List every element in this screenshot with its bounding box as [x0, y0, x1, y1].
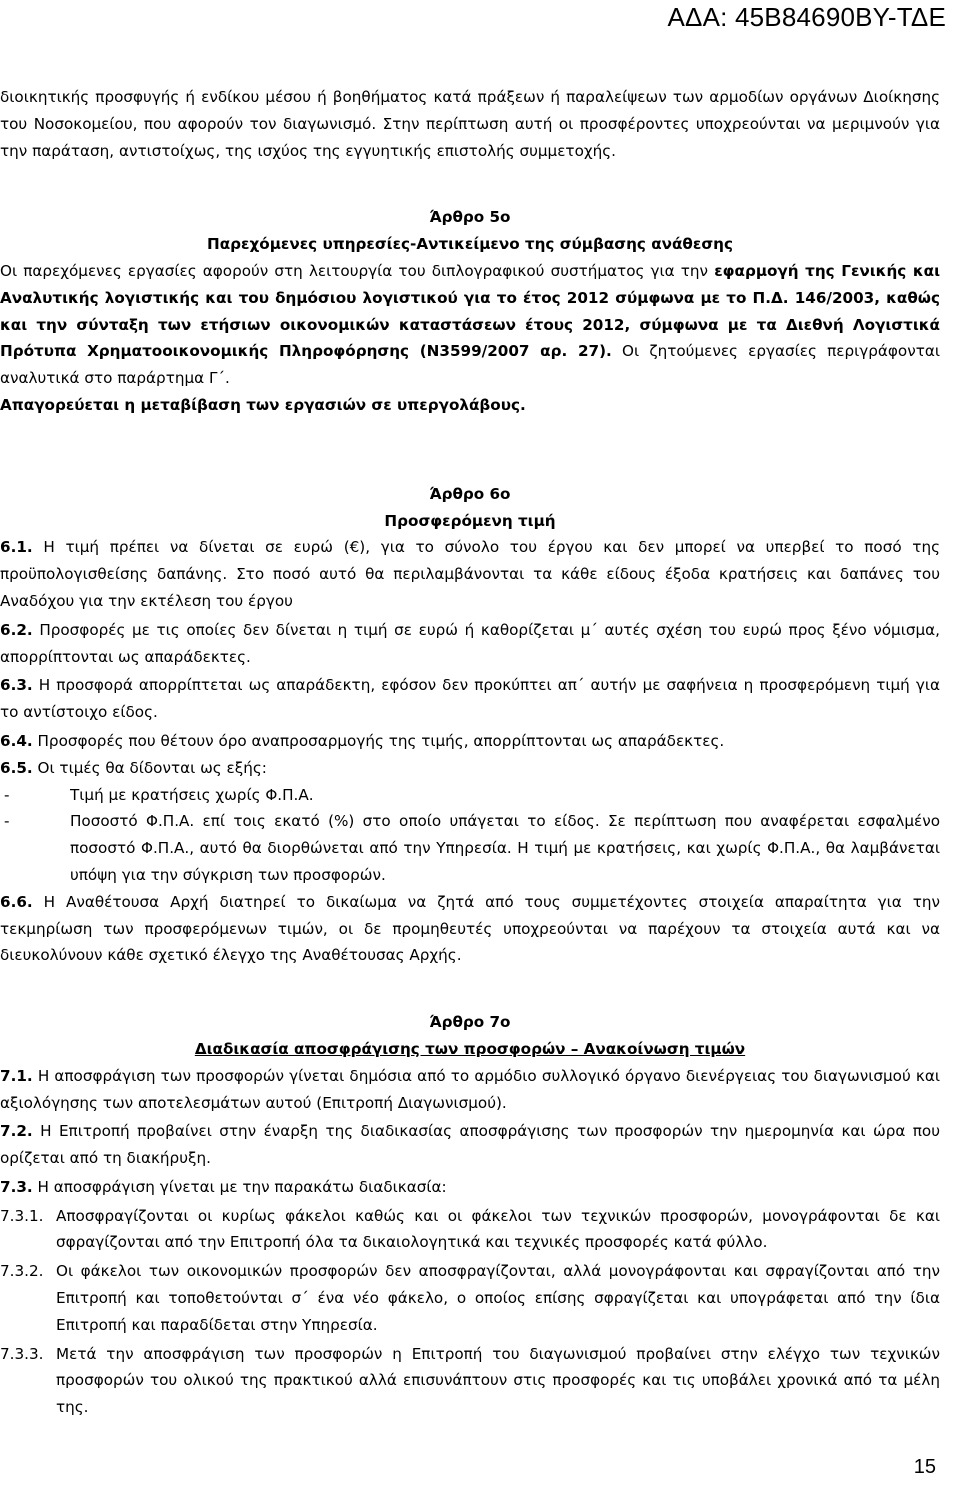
clause-text: Η Επιτροπή προβαίνει στην έναρξη της διαδικασίας αποσφράγισης των προσφορών την ημερομηνία και ώρα που ορίζεται από τη διακήρυξη. [0, 1122, 940, 1168]
clause-6-3 [0, 672, 940, 726]
clause-6-5 [0, 755, 940, 782]
clause-text: Προσφορές που θέτουν όρο αναπροσαρμογής της τιμής, απορρίπτονται ως απαράδεκτες. [32, 731, 725, 750]
clause-text: Η τιμή πρέπει να δίνεται σε ευρώ (€), για το σύνολο του έργου και δεν μπορεί να υπερβεί το ποσό της προϋπολογισθείσης δαπάνης. Στο ποσό αυτό θα περιλαμβάνονται τα κάθε είδους έξοδα κρατήσεις και δαπάνες του Αναδόχου για την εκτέλεση του έργου [0, 538, 940, 610]
clause-number: 6.1. [0, 538, 33, 557]
ada-code: ΑΔΑ: 45Β84690ΒΥ-ΤΔΕ [667, 2, 946, 32]
clause-6-2 [0, 617, 940, 671]
clause-7-3 [0, 1174, 940, 1201]
subclause-text: Οι φάκελοι των οικονομικών προσφορών δεν αποσφραγίζονται, αλλά μονογράφονται και σφραγίζονται από την Επιτροπή και τοποθετούνται σ΄ ένα νέο φάκελο, ο οποίος επίσης σφραγίζεται και υπογράφεται από την ίδια Επιτροπή και παραδίδεται στην Υπηρεσία. [56, 1262, 940, 1334]
intro-paragraph: διοικητικής προσφυγής ή ενδίκου μέσου ή βοηθήματος κατά πράξεων ή παραλείψεων των αρμοδίων οργάνων Διοίκησης του Νοσοκομείου, που αφορούν τον διαγωνισμό. Στην περίπτωση αυτή οι προσφέροντες υποχρεούνται να μεριμνούν για την παράταση, αντιστοίχως, της ισχύος της εγγυητικής επιστολής συμμετοχής. [0, 88, 940, 160]
clause-number: 6.2. [0, 620, 33, 639]
subclause-7-3-3 [0, 1341, 940, 1421]
clause-number: 6.5. [0, 758, 33, 777]
list-item [0, 782, 940, 809]
clause-number: 6.6. [0, 892, 33, 911]
subclause-text: Αποσφραγίζονται οι κυρίως φάκελοι καθώς και οι φάκελοι των τεχνικών προσφορών, μονογράφονται δε και σφραγίζονται από την Επιτροπή όλα τα δικαιολογητικά και τεχνικές προσφορές κατά φύλλο. [56, 1206, 940, 1252]
article-5-text-bold: εφαρμογή της Γενικής και Αναλυτικής λογιστικής και του δημόσιου λογιστικού για το έτος 2012 σύμφωνα με το Π.Δ. 146/2003, καθώς και την σύνταξη των ετήσιων οικονομικών καταστάσεων έτους 2012, σύμφωνα με τα Διεθνή Λογιστικά Πρότυπα Χρηματοοικονομικής Πληροφόρησης (Ν3599/2007 αρ. 27). [0, 261, 941, 361]
clause-6-4 [0, 728, 940, 755]
article-5-paragraph [0, 258, 940, 392]
clause-7-1 [0, 1063, 940, 1117]
article-5-heading: Άρθρο 5ο [429, 208, 511, 227]
subclause-number: 7.3.1. [0, 1206, 44, 1225]
clause-7-2 [0, 1118, 940, 1172]
clause-text: Η Αναθέτουσα Αρχή διατηρεί το δικαίωμα να ζητά από τους συμμετέχοντες στοιχεία απαραίτητα για την τεκμηρίωση των προσφερόμενων τιμών, οι δε προμηθευτές υποχρεούνται να παρέχουν τα στοιχεία αυτά και να διευκολύνουν κάθε σχετικό έλεγχο της Αναθέτουσας Αρχής. [0, 892, 940, 965]
subclause-7-3-2 [0, 1258, 940, 1338]
page-number: 15 [913, 1456, 936, 1478]
subclause-7-3-1 [0, 1203, 940, 1257]
clause-6-1 [0, 534, 940, 614]
document-body [0, 84, 940, 1421]
article-7-subtitle: Διαδικασία αποσφράγισης των προσφορών – Ανακοίνωση τιμών [194, 1039, 746, 1058]
clause-text: Η προσφορά απορρίπτεται ως απαράδεκτη, εφόσον δεν προκύπτει απ΄ αυτήν με σαφήνεια η προσφερόμενη τιμή για το αντίστοιχο είδος. [0, 676, 940, 722]
clause-number: 7.3. [0, 1177, 33, 1196]
clause-number: 7.2. [0, 1122, 33, 1141]
dash-bullet: - [4, 812, 10, 831]
list-item-text: Τιμή με κρατήσεις χωρίς Φ.Π.Α. [70, 785, 314, 804]
clause-text: Προσφορές με τις οποίες δεν δίνεται η τιμή σε ευρώ ή καθορίζεται μ΄ αυτές σχέση του ευρώ προς ξένο νόμισμα, απορρίπτονται ως απαράδεκτες. [0, 620, 940, 666]
subclause-number: 7.3.2. [0, 1262, 44, 1281]
article-5-subtitle: Παρεχόμενες υπηρεσίες-Αντικείμενο της σύμβασης ανάθεσης [207, 235, 733, 254]
clause-text: Η αποσφράγιση των προσφορών γίνεται δημόσια από το αρμόδιο συλλογικό όργανο διενέργειας του διαγωνισμού και αξιολόγησης των αποτελεσμάτων αυτού (Επιτροπή Διαγωνισμού). [0, 1066, 940, 1112]
list-item-text: Ποσοστό Φ.Π.Α. επί τοις εκατό (%) στο οποίο υπάγεται το είδος. Σε περίπτωση που αναφέρεται εσφαλμένο ποσοστό Φ.Π.Α., αυτό θα διορθώνεται από την Υπηρεσία. Η τιμή με κρατήσεις, και χωρίς Φ.Π.Α., θα λαμβάνεται υπόψη για την σύγκριση των προσφορών. [70, 812, 940, 884]
clause-number: 7.1. [0, 1066, 33, 1085]
clause-number: 6.4. [0, 731, 33, 750]
article-5-prohibition: Απαγορεύεται η μεταβίβαση των εργασιών σε υπεργολάβους. [0, 395, 526, 414]
clause-number: 6.3. [0, 676, 33, 695]
article-6-heading: Άρθρο 6ο [429, 484, 511, 503]
clause-text: Η αποσφράγιση γίνεται με την παρακάτω διαδικασία: [32, 1177, 447, 1196]
article-7-heading: Άρθρο 7ο [429, 1013, 511, 1032]
clause-6-6 [0, 889, 940, 969]
dash-bullet: - [4, 785, 10, 804]
article-6-subtitle: Προσφερόμενη τιμή [384, 511, 556, 530]
subclause-number: 7.3.3. [0, 1344, 44, 1363]
article-5-text-a: Οι παρεχόμενες εργασίες αφορούν στη λειτουργία του διπλογραφικού συστήματος για την [0, 261, 715, 280]
article-5-text-c: Οι ζητούμενες εργασίες περιγράφονται αναλυτικά στο παράρτημα Γ΄. [0, 342, 940, 388]
clause-text: Οι τιμές θα δίδονται ως εξής: [32, 758, 267, 777]
list-item [0, 808, 940, 888]
subclause-text: Μετά την αποσφράγιση των προσφορών η Επιτροπή του διαγωνισμού προβαίνει στην ελέγχο των τεχνικών προσφορών του ολικού της πρακτικού αλλά επισυνάπτουν στις προσφορές και τις υποβάλει χρονικά από τα μέλη της. [56, 1344, 940, 1417]
